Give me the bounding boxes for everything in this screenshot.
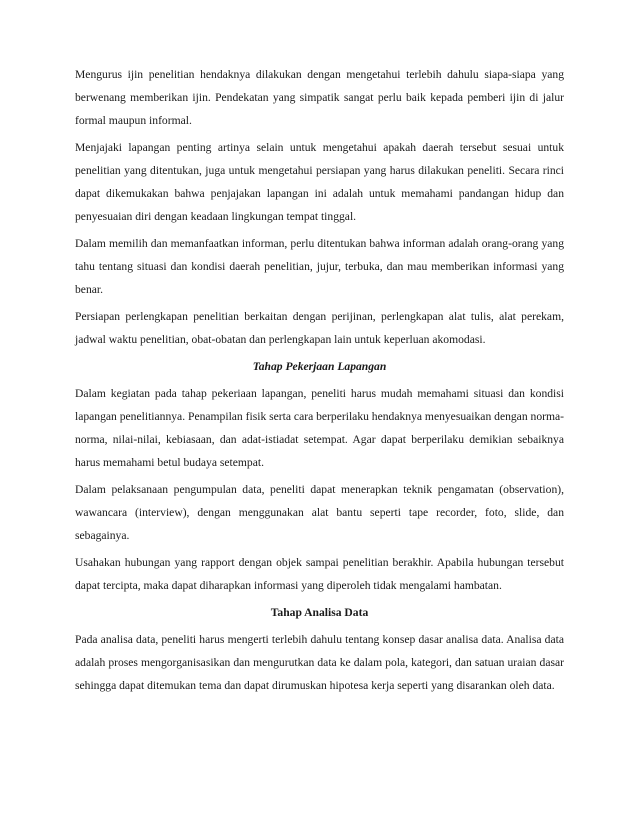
document-body bbox=[75, 63, 564, 701]
paragraph-field-exploration: Menjajaki lapangan penting artinya selain untuk mengetahui apakah daerah tersebut sesuai untuk penelitian yang ditentukan, juga untuk mengetahui persiapan yang harus dilakukan peneliti. Secara rinci dapat dikemukakan bahwa penjajakan lapangan ini adalah untuk memahami pandangan hidup dan penyesuaian diri dengan keadaan lingkungan tempat tinggal. bbox=[75, 141, 564, 223]
paragraph-informant-selection: Dalam memilih dan memanfaatkan informan, perlu ditentukan bahwa informan adalah orang-orang yang tahu tentang situasi dan kondisi daerah penelitian, jujur, terbuka, dan mau memberikan informasi yang benar. bbox=[75, 237, 564, 296]
section-heading-analysis: Tahap Analisa Data bbox=[270, 606, 369, 619]
paragraph-data-collection: Dalam pelaksanaan pengumpulan data, peneliti dapat menerapkan teknik pengamatan (observation), wawancara (interview), dengan menggunakan alat bantu seperti tape recorder, foto, slide, dan sebagainya. bbox=[75, 483, 564, 542]
paragraph-fieldwork-activities: Dalam kegiatan pada tahap pekeriaan lapangan, peneliti harus mudah memahami situasi dan kondisi lapangan penelitiannya. Penampilan fisik serta cara berperilaku hendaknya menyesuaikan dengan norma-norma, nilai-nilai, kebiasaan, dan adat-istiadat setempat. Agar dapat berperilaku demikian sebaiknya harus memahami betul budaya setempat. bbox=[75, 387, 564, 469]
paragraph-research-permit: Mengurus ijin penelitian hendaknya dilakukan dengan mengetahui terlebih dahulu siapa-siapa yang berwenang memberikan ijin. Pendekatan yang simpatik sangat perlu baik kepada pemberi ijin di jalur formal maupun informal. bbox=[75, 68, 564, 127]
paragraph-rapport: Usahakan hubungan yang rapport dengan objek sampai penelitian berakhir. Apabila hubungan tersebut dapat tercipta, maka dapat diharapkan informasi yang diperoleh tidak mengalami hambatan. bbox=[75, 556, 564, 592]
paragraph-equipment-preparation: Persiapan perlengkapan penelitian berkaitan dengan perijinan, perlengkapan alat tulis, alat perekam, jadwal waktu penelitian, obat-obatan dan perlengkapan lain untuk keperluan akomodasi. bbox=[75, 310, 564, 346]
paragraph-data-analysis: Pada analisa data, peneliti harus mengerti terlebih dahulu tentang konsep dasar analisa data. Analisa data adalah proses mengorganisasikan dan mengurutkan data ke dalam pola, kategori, dan satuan uraian dasar sehingga dapat ditemukan tema dan dapat dirumuskan hipotesa kerja seperti yang disarankan oleh data. bbox=[75, 633, 564, 692]
section-heading-fieldwork: Tahap Pekerjaan Lapangan bbox=[252, 360, 387, 373]
